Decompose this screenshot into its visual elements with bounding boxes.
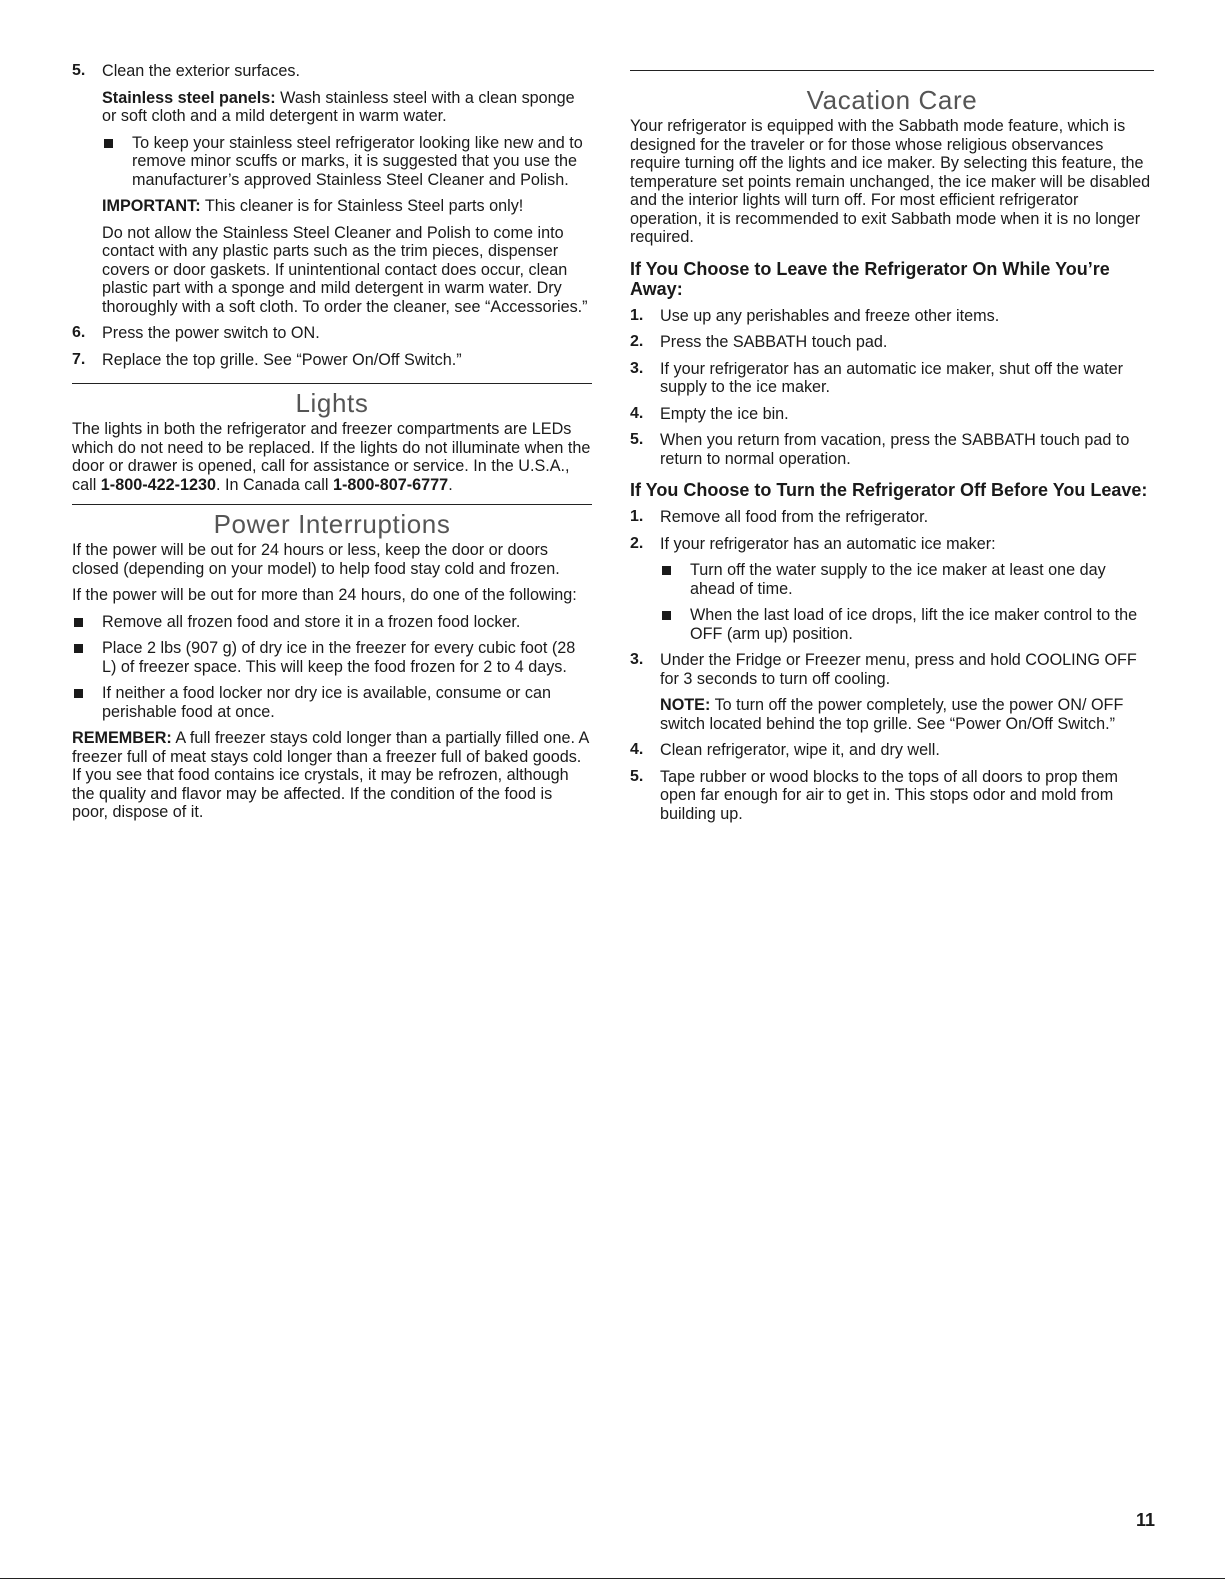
lights-text: .: [448, 475, 453, 494]
step-text: Press the power switch to ON.: [102, 324, 320, 342]
stainless-steel-label: Stainless steel panels:: [102, 88, 276, 107]
remember-paragraph: [72, 729, 592, 822]
bullet-square-icon: [662, 566, 671, 575]
leave-on-step: [630, 360, 1154, 397]
remember-text: A full freezer stays cold longer than a partially filled one. A freezer full of meat stays cold longer than a freezer full of baked goods. If you see that food contains ice crystals, it may be refrozen, although the quality and flavor may be affected. If the condition of the food is poor, dispose of it.: [72, 729, 589, 821]
step-number: 2.: [630, 534, 644, 552]
bullet-item: [102, 134, 592, 190]
section-divider: [72, 504, 592, 505]
canada-phone-number: 1-800-807-6777: [332, 475, 449, 494]
step-text: Under the Fridge or Freezer menu, press and hold COOLING OFF for 3 seconds to turn off cooling.: [660, 651, 1137, 688]
turn-off-step: [630, 768, 1154, 824]
leave-on-step: [630, 333, 1154, 352]
cleaner-warning: Do not allow the Stainless Steel Cleaner and Polish to come into contact with any plastic parts such as the trim pieces, dispenser covers or door gaskets. If unintentional contact does occur, clean plastic part with a sponge and mild detergent in warm water. Dry thoroughly with a soft cloth. To order the cleaner, see “Accessories.”: [102, 223, 588, 316]
note-text: To turn off the power completely, use the power ON/ OFF switch located behind the top grille. See “Power On/Off Switch.”: [660, 696, 1124, 733]
bullet-square-icon: [662, 611, 671, 620]
bottom-border: [0, 1578, 1225, 1579]
turn-off-step: [630, 741, 1154, 760]
step-number: 3.: [630, 651, 644, 668]
step-6: [72, 324, 592, 343]
leave-on-heading: If You Choose to Leave the Refrigerator On While You’re Away:: [630, 258, 1110, 299]
important-text: This cleaner is for Stainless Steel parts only!: [200, 197, 524, 215]
step-number: 1.: [630, 508, 644, 525]
stainless-steel-text: Wash stainless steel with a clean sponge or soft cloth and a mild detergent in warm water.: [102, 88, 575, 125]
bullet-square-icon: [74, 618, 83, 627]
turn-off-heading: If You Choose to Turn the Refrigerator Off Before You Leave:: [630, 480, 1148, 500]
power-paragraph-2: If the power will be out for more than 24 hours, do one of the following:: [72, 586, 577, 604]
leave-on-step: [630, 307, 1154, 326]
stainless-steel-paragraph: [102, 89, 592, 126]
bullet-square-icon: [74, 644, 83, 653]
note-paragraph: [660, 696, 1154, 733]
section-divider: [72, 383, 592, 384]
right-column: [630, 70, 1154, 831]
power-interruptions-title: Power Interruptions: [213, 509, 451, 539]
step-number: 5.: [630, 767, 644, 785]
turn-off-step: [630, 508, 1154, 527]
step-number: 3.: [630, 359, 644, 377]
bullet-item: [72, 684, 592, 721]
important-note: [102, 197, 592, 216]
step-5-clean-exterior: [72, 62, 592, 316]
bullet-text: Turn off the water supply to the ice maker at least one day ahead of time.: [690, 561, 1106, 598]
section-divider: [630, 70, 1154, 71]
step-text: Clean refrigerator, wipe it, and dry well.: [660, 741, 940, 759]
step-number: 5.: [72, 62, 86, 79]
step-text: Clean the exterior surfaces.: [102, 62, 300, 80]
page-number: 11: [1135, 1510, 1155, 1530]
step-text: If your refrigerator has an automatic ice maker:: [660, 534, 996, 553]
left-column: [72, 62, 592, 830]
bullet-text: Place 2 lbs (907 g) of dry ice in the freezer for every cubic foot (28 L) of freezer space. This will keep the food frozen for 2 to 4 days.: [102, 639, 576, 676]
step-number: 6.: [72, 324, 86, 341]
step-number: 2.: [630, 333, 644, 350]
lights-text: The lights in both the refrigerator and freezer compartments are LEDs which do not need to be replaced. If the lights do not illuminate when the door or drawer is opened, call for assistance or service. In the U.S.A., call: [72, 420, 591, 494]
vacation-intro: Your refrigerator is equipped with the Sabbath mode feature, which is designed for the traveler or for those whose religious observances require turning off the lights and ice maker. By selecting this feature, the temperature set points remain unchanged, the ice maker will be disabled and the interior lights will turn off. For most efficient refrigerator operation, it is recommended to exit Sabbath mode when it is no longer required.: [630, 117, 1151, 246]
bullet-text: Remove all frozen food and store it in a frozen food locker.: [102, 612, 521, 631]
lights-text: . In Canada call: [216, 475, 333, 494]
turn-off-step: [630, 535, 1154, 644]
bullet-square-icon: [104, 139, 113, 148]
step-7: [72, 351, 592, 370]
bullet-item: [72, 639, 592, 676]
turn-off-step: [630, 651, 1154, 733]
step-text: When you return from vacation, press the SABBATH touch pad to return to normal operation.: [660, 431, 1130, 468]
step-number: 5.: [630, 431, 644, 448]
step-text: Tape rubber or wood blocks to the tops of all doors to prop them open far enough for air to get in. This stops odor and mold from building up.: [660, 767, 1119, 823]
step-text: If your refrigerator has an automatic ice maker, shut off the water supply to the ice maker.: [660, 359, 1124, 396]
step-text: Use up any perishables and freeze other items.: [660, 306, 1000, 325]
bullet-square-icon: [74, 689, 83, 698]
bullet-text: If neither a food locker nor dry ice is available, consume or can perishable food at once.: [102, 684, 551, 721]
vacation-care-title: Vacation Care: [806, 85, 978, 115]
bullet-text: When the last load of ice drops, lift the ice maker control to the OFF (arm up) position.: [690, 606, 1138, 643]
lights-paragraph: [72, 420, 592, 494]
bullet-item: [72, 613, 592, 632]
lights-title: Lights: [295, 388, 369, 418]
bullet-item: [660, 561, 1154, 598]
power-paragraph-1: If the power will be out for 24 hours or less, keep the door or doors closed (depending on your model) to help food stay cold and frozen.: [72, 541, 560, 578]
step-number: 4.: [630, 741, 644, 758]
leave-on-step: [630, 431, 1154, 468]
important-label: IMPORTANT:: [102, 197, 201, 215]
bullet-text: To keep your stainless steel refrigerator looking like new and to remove minor scuffs or marks, it is suggested that you use the manufacturer’s approved Stainless Steel Cleaner and Polish.: [132, 133, 583, 189]
step-text: Empty the ice bin.: [660, 404, 789, 423]
step-text: Remove all food from the refrigerator.: [660, 508, 929, 526]
leave-on-step: [630, 405, 1154, 424]
step-number: 1.: [630, 306, 644, 324]
bullet-item: [660, 606, 1154, 643]
step-text: Replace the top grille. See “Power On/Off Switch.”: [102, 350, 462, 369]
step-text: Press the SABBATH touch pad.: [660, 333, 888, 351]
remember-label: REMEMBER:: [72, 729, 172, 747]
step-number: 7.: [72, 350, 86, 368]
note-label: NOTE:: [660, 696, 711, 714]
us-phone-number: 1-800-422-1230: [100, 475, 216, 494]
step-number: 4.: [630, 404, 644, 422]
